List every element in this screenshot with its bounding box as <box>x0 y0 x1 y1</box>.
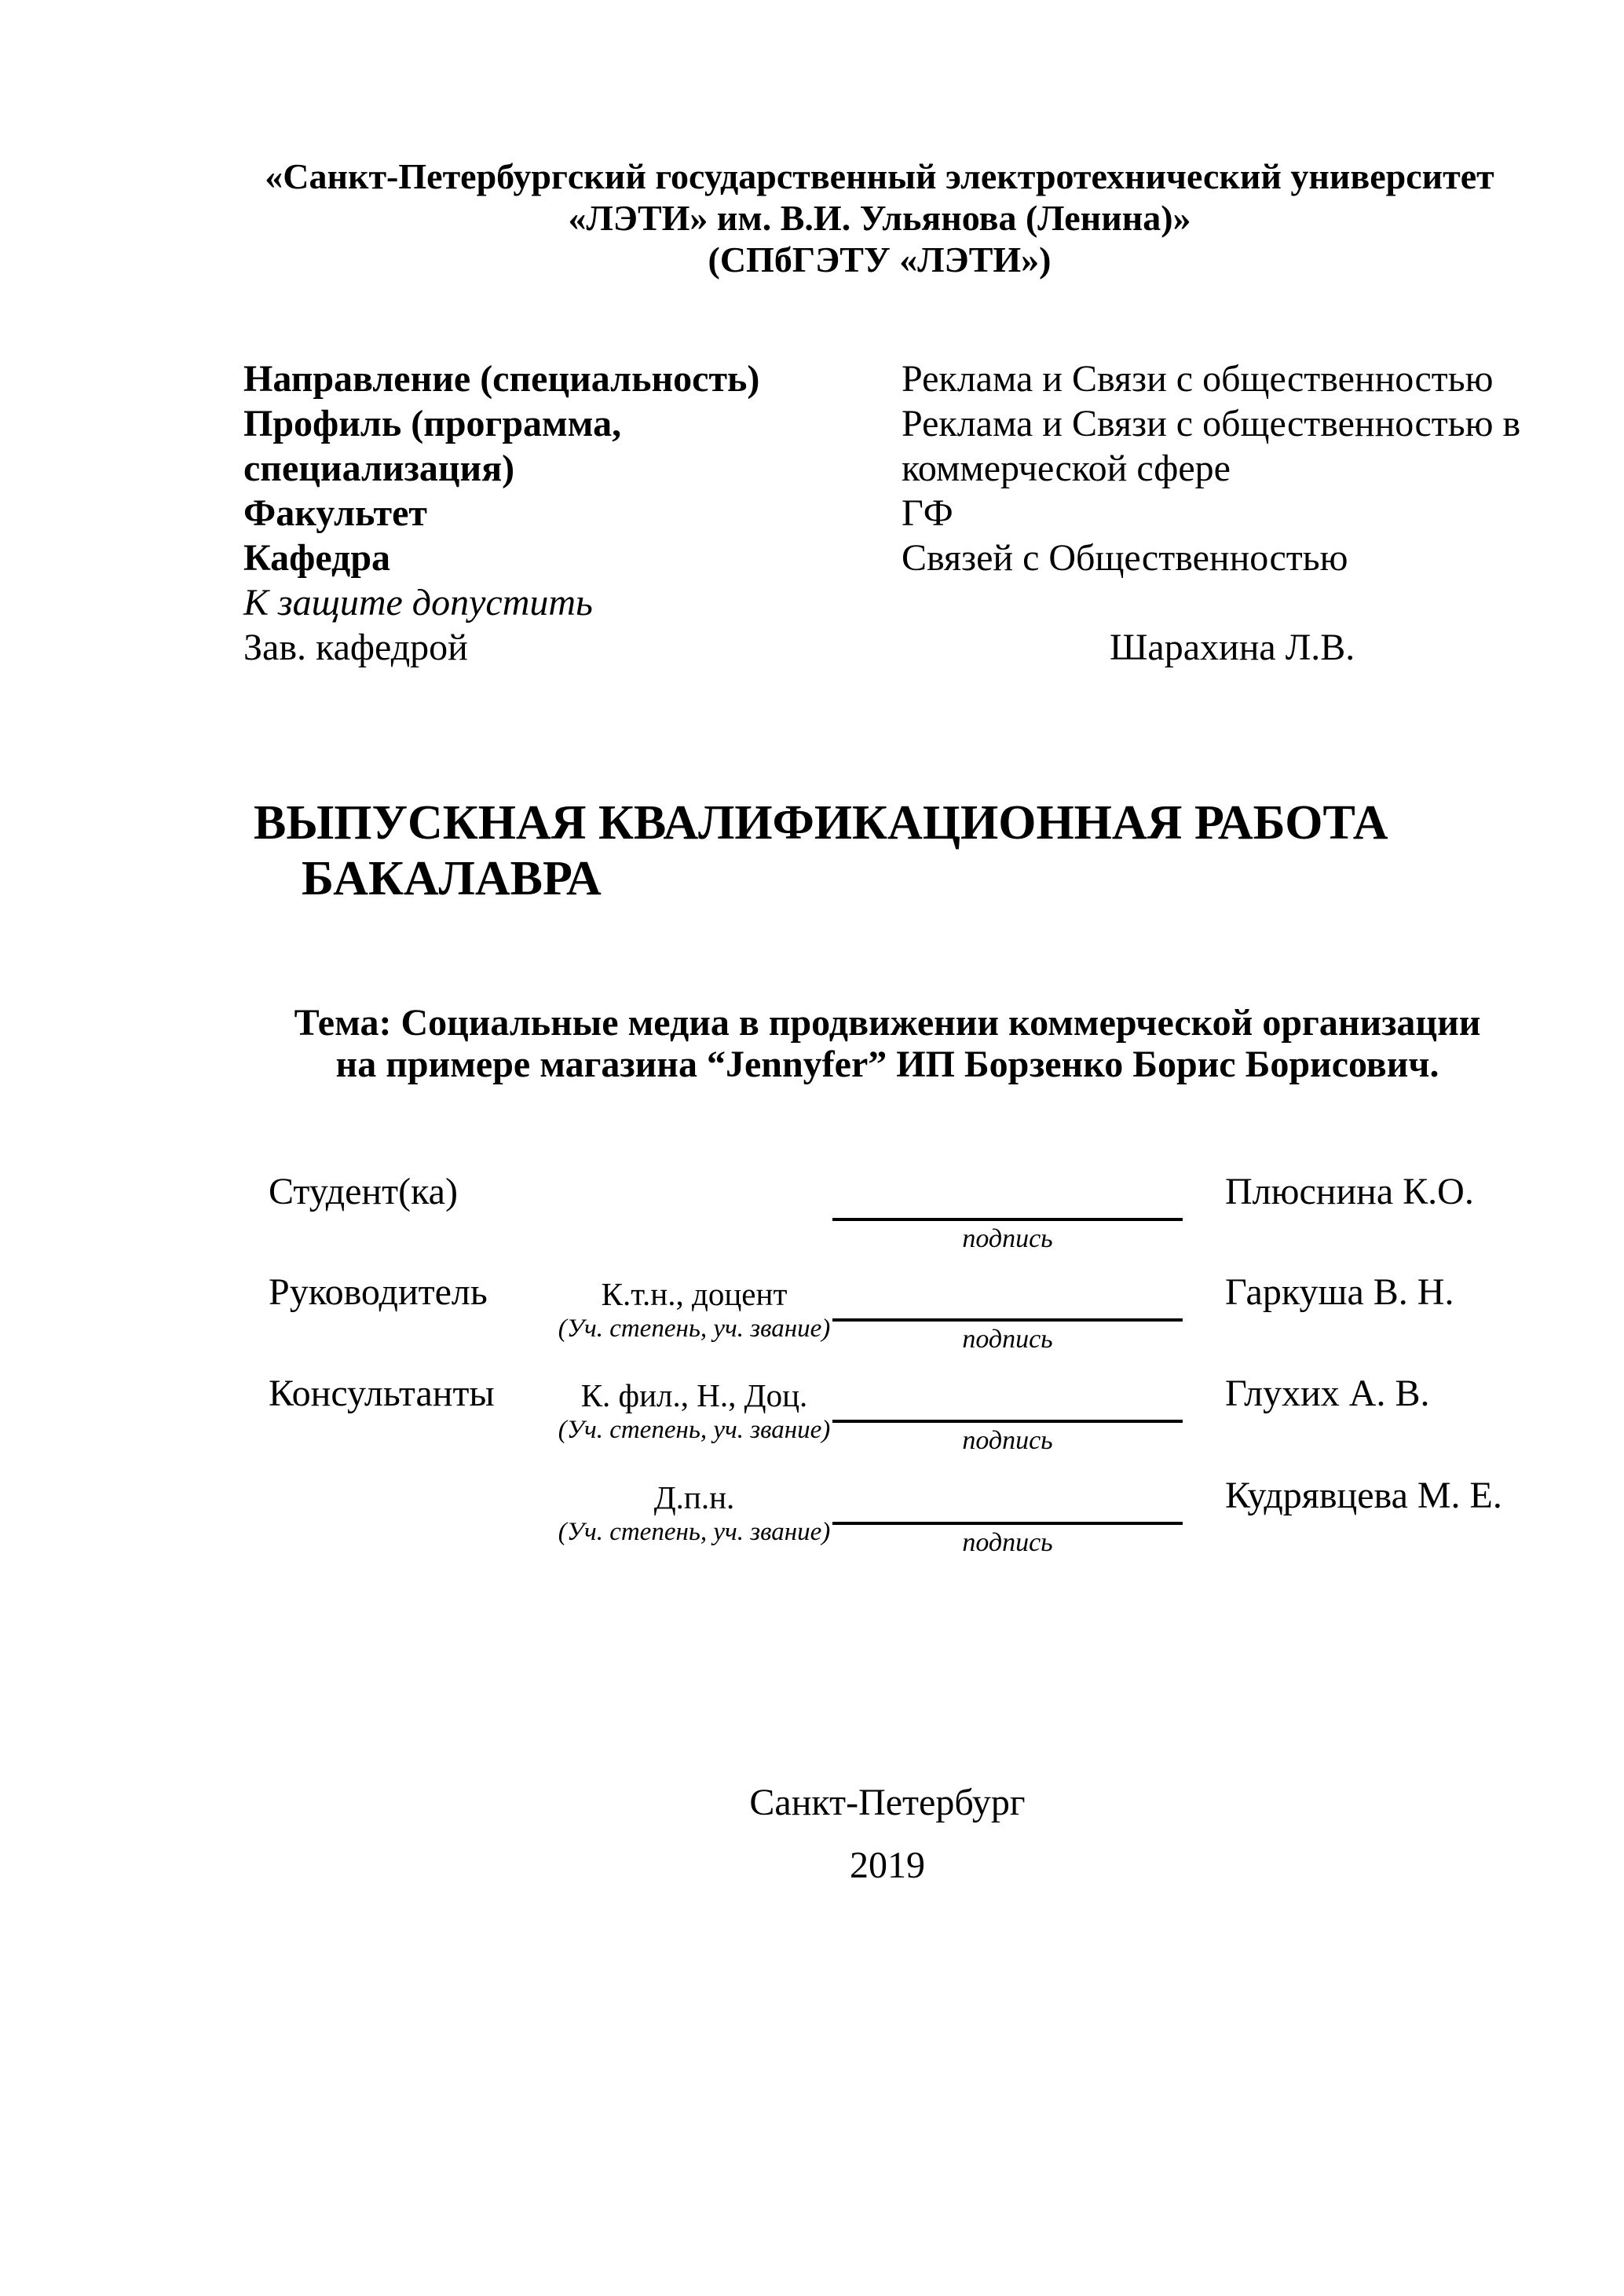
signature-line <box>832 1218 1183 1221</box>
signature-row-student <box>243 1170 1624 1266</box>
city-label: Санкт-Петербург <box>749 1782 1026 1823</box>
faculty-value: ГФ <box>902 492 953 534</box>
signature-row-supervisor <box>243 1270 1624 1366</box>
dept-head-label: Зав. кафедрой <box>243 627 468 668</box>
signature-caption: подпись <box>962 1528 1053 1557</box>
dept-head-row <box>243 625 1538 670</box>
dept-head-name: Шарахина Л.В. <box>1110 627 1355 668</box>
qualification-note: (Уч. степень, уч. звание) <box>558 1416 831 1444</box>
thesis-title-line2: БАКАЛАВРА <box>302 852 602 905</box>
role-label: Консультанты <box>269 1373 495 1414</box>
signature-caption: подпись <box>962 1426 1053 1455</box>
role-label: Студент(ка) <box>269 1171 458 1212</box>
university-name-line2: «ЛЭТИ» им. В.И. Ульянова (Ленина)» <box>568 198 1191 238</box>
faculty-label: Факультет <box>243 492 427 534</box>
signer-name: Глухих А. В. <box>1225 1373 1430 1414</box>
signature-caption: подпись <box>962 1325 1053 1354</box>
profile-label-continued: специализация) <box>243 448 515 489</box>
department-value: Связей с Общественностью <box>902 537 1348 579</box>
profile-label: Профиль (программа, <box>243 403 622 444</box>
year-label: 2019 <box>850 1844 925 1886</box>
signer-name: Кудрявцева М. Е. <box>1225 1475 1502 1516</box>
direction-row <box>243 356 1538 401</box>
signer-name: Плюснина К.О. <box>1225 1171 1474 1212</box>
signer-name: Гаркуша В. Н. <box>1225 1271 1454 1313</box>
profile-value: Реклама и Связи с общественностью в <box>902 403 1521 444</box>
signature-line <box>832 1318 1183 1322</box>
qualification-label: Д.п.н. <box>653 1479 735 1515</box>
program-info-block <box>243 356 1538 670</box>
qualification-note: (Уч. степень, уч. звание) <box>558 1518 831 1546</box>
thesis-title <box>254 795 1388 907</box>
thesis-theme-line2: на примере магазина “Jennyfer” ИП Борзенко Борис Борисович. <box>335 1044 1439 1085</box>
signature-line <box>832 1522 1183 1525</box>
signature-line <box>832 1420 1183 1423</box>
university-name-line1: «Санкт-Петербургский государственный электротехнический университет <box>265 156 1494 196</box>
admission-row <box>243 580 1538 625</box>
admission-note: К защите допустить <box>243 582 593 623</box>
university-name <box>236 155 1523 280</box>
qualification-note: (Уч. степень, уч. звание) <box>558 1314 831 1343</box>
thesis-theme <box>243 1002 1531 1085</box>
direction-label: Направление (специальность) <box>243 358 760 400</box>
profile-row-line1 <box>243 401 1538 446</box>
role-label: Руководитель <box>269 1271 488 1313</box>
signature-caption: подпись <box>962 1224 1053 1253</box>
qualification-label: К. фил., Н., Доц. <box>580 1377 808 1413</box>
signature-row-consultant-1 <box>243 1372 1624 1468</box>
thesis-theme-line1: Тема: Социальные медиа в продвижении коммерческой организации <box>294 1002 1481 1044</box>
faculty-row <box>243 491 1538 536</box>
qualification-label: К.т.н., доцент <box>601 1276 788 1312</box>
university-name-line3: (СПбГЭТУ «ЛЭТИ») <box>708 239 1052 280</box>
thesis-title-line1: ВЫПУСКНАЯ КВАЛИФИКАЦИОННАЯ РАБОТА <box>254 796 1388 850</box>
department-label: Кафедра <box>243 537 391 579</box>
profile-value-continued: коммерческой сфере <box>902 448 1231 489</box>
profile-row-line2 <box>243 446 1538 491</box>
department-row <box>243 536 1538 580</box>
signature-row-consultant-2 <box>243 1474 1624 1570</box>
direction-value: Реклама и Связи с общественностью <box>902 358 1494 400</box>
